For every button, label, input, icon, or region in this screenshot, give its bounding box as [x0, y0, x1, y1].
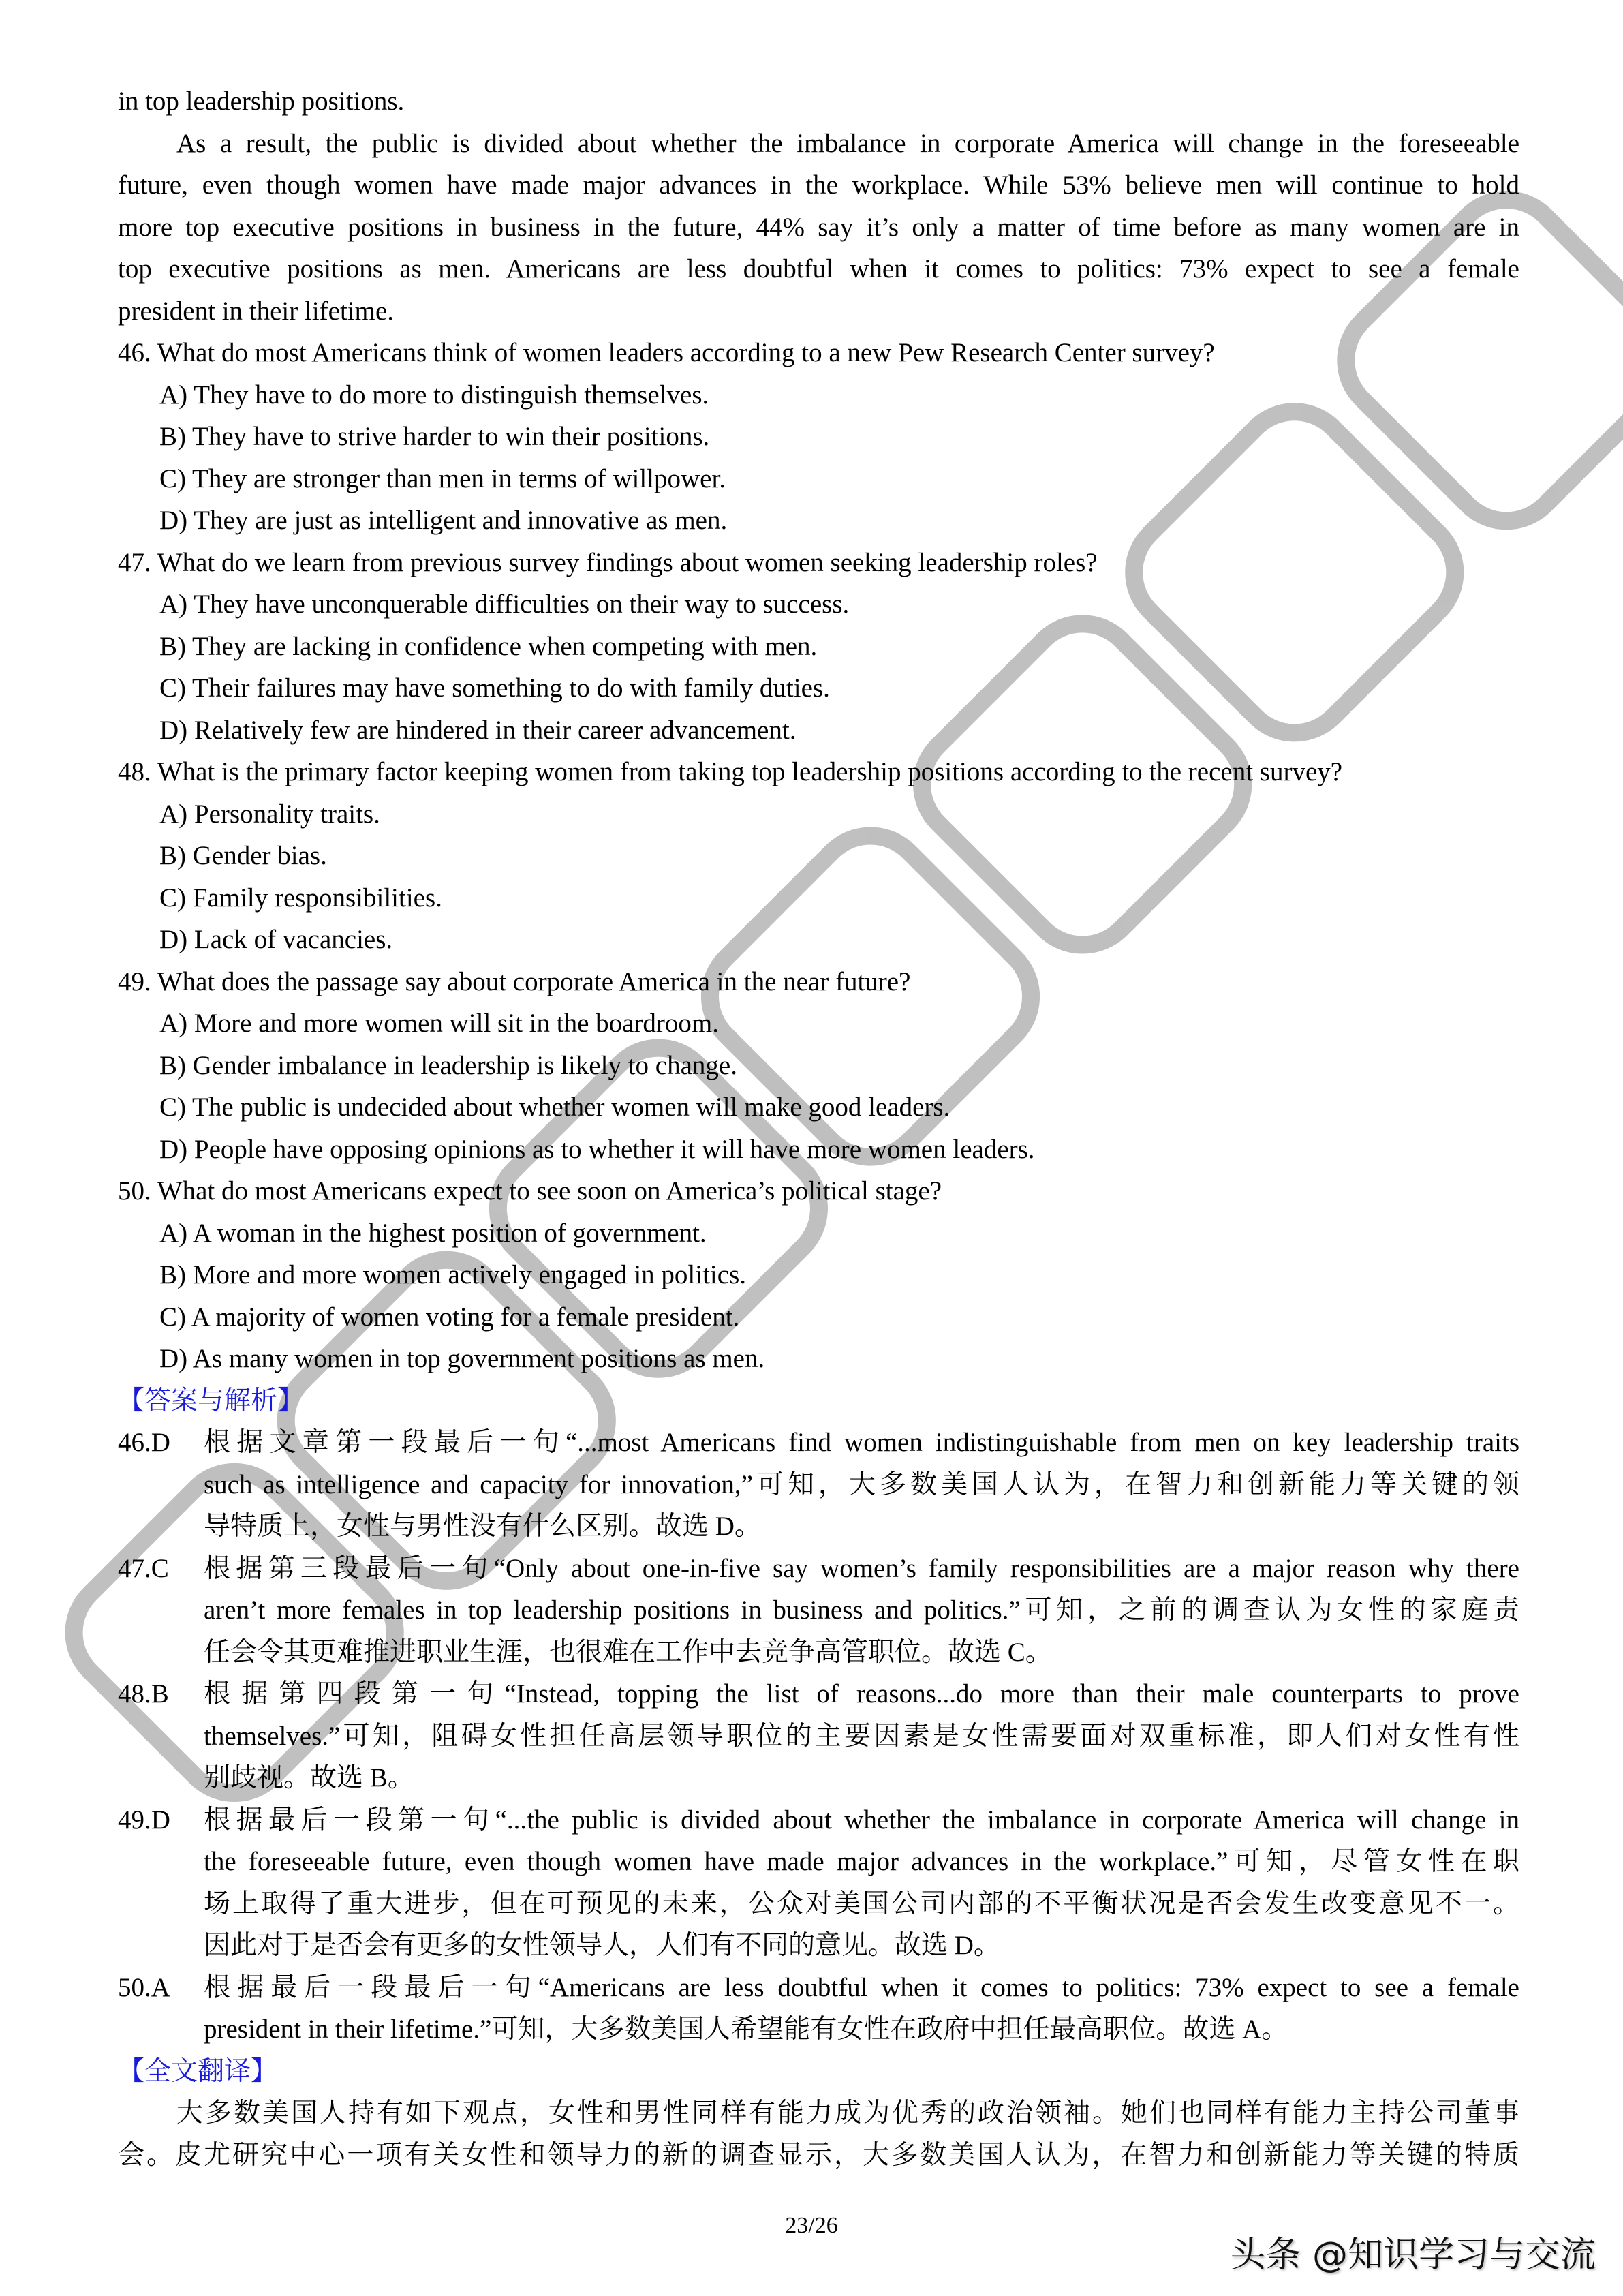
- answer-number: 50.A: [118, 1972, 170, 2002]
- text-line: [118, 626, 1519, 668]
- line-text: A) They have to do more to distinguish themselves.: [159, 380, 709, 410]
- line-text: more top executive positions in business in the future, 44% say it’s only a matter of time before as many women are in: [118, 212, 1519, 242]
- text-line: [118, 1799, 1519, 1841]
- text-line: [118, 1673, 1519, 1715]
- line-text: 【答案与解析】: [118, 1386, 305, 1415]
- text-line: [118, 80, 1519, 123]
- text-line: [118, 332, 1519, 374]
- line-text: C) The public is undecided about whether women will make good leaders.: [159, 1092, 950, 1122]
- line-text: D) Relatively few are hindered in their career advancement.: [159, 715, 797, 745]
- line-text: As a result, the public is divided about whether the imbalance in corporate America will change in the foreseeable: [176, 128, 1519, 158]
- line-text: B) More and more women actively engaged in politics.: [159, 1260, 747, 1289]
- text-line: [118, 919, 1519, 961]
- text-line: [118, 123, 1519, 165]
- line-text: A) A woman in the highest position of government.: [159, 1218, 707, 1248]
- text-line: [118, 290, 1519, 333]
- line-text: the foreseeable future, even though women have made major advances in the workplace.”可知，尽管女性在职: [204, 1847, 1519, 1876]
- line-text: C) A majority of women voting for a female president.: [159, 1302, 740, 1332]
- line-text: A) They have unconquerable difficulties on their way to success.: [159, 590, 850, 619]
- text-line: [118, 1254, 1519, 1296]
- line-text: 会。皮尤研究中心一项有关女性和领导力的新的调查显示，大多数美国人认为，在智力和创新能力等关键的特质: [118, 2140, 1519, 2170]
- answer-number: 46.D: [118, 1428, 170, 1457]
- text-line: [118, 1422, 1519, 1464]
- line-text: D) People have opposing opinions as to whether it will have more women leaders.: [159, 1134, 1035, 1164]
- line-text: A) Personality traits.: [159, 799, 380, 829]
- line-text: 【全文翻译】: [118, 2056, 278, 2086]
- line-text: top executive positions as men. Americans are less doubtful when it comes to politics: 73% expect to see a female: [118, 254, 1519, 284]
- line-text: 根据第四段第一句“Instead, topping the list of reasons...do more than their male counterparts to prove: [204, 1679, 1519, 1709]
- line-text: B) They have to strive harder to win their positions.: [159, 422, 710, 451]
- text-line: [118, 1715, 1519, 1758]
- text-line: [118, 1841, 1519, 1883]
- source-brand: 头条 @知识学习与交流: [1230, 2235, 1596, 2276]
- line-text: 50. What do most Americans expect to see soon on America’s political stage?: [118, 1176, 942, 1206]
- text-line: [118, 1757, 1519, 1799]
- text-line: [118, 1170, 1519, 1212]
- line-text: president in their lifetime.: [118, 296, 395, 326]
- text-line: [118, 1548, 1519, 1590]
- line-text: 根据最后一段第一句“...the public is divided about whether the imbalance in corporate America will change in: [204, 1805, 1519, 1835]
- answer-number: 47.C: [118, 1553, 169, 1583]
- line-text: D) As many women in top government positions as men.: [159, 1344, 765, 1373]
- text-line: [118, 961, 1519, 1003]
- text-line: [118, 1505, 1519, 1548]
- section-heading: [118, 1380, 1519, 1422]
- line-text: B) Gender bias.: [159, 841, 327, 870]
- text-line: [118, 1464, 1519, 1506]
- text-line: [118, 2008, 1519, 2051]
- line-text: 48. What is the primary factor keeping women from taking top leadership positions according to the recent survey?: [118, 757, 1343, 786]
- text-line: [118, 164, 1519, 206]
- text-line: [118, 1883, 1519, 1925]
- line-text: A) More and more women will sit in the boardroom.: [159, 1009, 719, 1038]
- line-text: such as intelligence and capacity for innovation,”可知，大多数美国人认为，在智力和创新能力等关键的领: [204, 1469, 1519, 1499]
- text-line: [118, 1589, 1519, 1632]
- line-text: themselves.”可知，阻碍女性担任高层领导职位的主要因素是女性需要面对双重标准，即人们对女性有性: [204, 1721, 1519, 1751]
- line-text: 47. What do we learn from previous survey findings about women seeking leadership roles?: [118, 547, 1098, 577]
- line-text: 导特质上，女性与男性没有什么区别。故选 D。: [204, 1512, 761, 1541]
- line-text: D) They are just as intelligent and innovative as men.: [159, 506, 728, 535]
- section-heading: [118, 2051, 1519, 2093]
- line-text: 46. What do most Americans think of women leaders according to a new Pew Research Center survey?: [118, 338, 1215, 367]
- line-text: B) They are lacking in confidence when competing with men.: [159, 631, 818, 661]
- line-text: in top leadership positions.: [118, 87, 405, 116]
- text-line: [118, 248, 1519, 290]
- text-line: [118, 1002, 1519, 1045]
- text-line: [118, 1967, 1519, 2009]
- text-line: [118, 500, 1519, 542]
- line-text: C) Their failures may have something to do with family duties.: [159, 673, 830, 703]
- text-line: [118, 374, 1519, 416]
- line-text: D) Lack of vacancies.: [159, 925, 393, 954]
- text-line: [118, 1045, 1519, 1087]
- line-text: aren’t more females in top leadership positions in business and politics.”可知，之前的调查认为女性的家庭责: [204, 1595, 1519, 1625]
- line-text: C) Family responsibilities.: [159, 883, 442, 913]
- text-line: [118, 1129, 1519, 1171]
- line-text: 因此对于是否会有更多的女性领导人，人们有不同的意见。故选 D。: [204, 1931, 1000, 1960]
- line-text: 别歧视。故选 B。: [204, 1763, 414, 1792]
- text-line: [118, 416, 1519, 458]
- line-text: C) They are stronger than men in terms of willpower.: [159, 463, 726, 493]
- line-text: 根据最后一段最后一句“Americans are less doubtful when it comes to politics: 73% expect to see a female: [204, 1972, 1519, 2002]
- text-line: [118, 1338, 1519, 1380]
- line-text: 场上取得了重大进步，但在可预见的未来，公众对美国公司内部的不平衡状况是否会发生改变意见不一。: [204, 1888, 1519, 1918]
- text-line: [118, 835, 1519, 877]
- line-text: B) Gender imbalance in leadership is likely to change.: [159, 1050, 737, 1080]
- text-line: [118, 2134, 1519, 2177]
- text-line: [118, 206, 1519, 249]
- text-line: [118, 667, 1519, 709]
- answer-number: 49.D: [118, 1805, 170, 1835]
- line-text: 49. What does the passage say about corporate America in the near future?: [118, 966, 911, 996]
- text-line: [118, 1296, 1519, 1338]
- text-line: [118, 542, 1519, 584]
- line-text: future, even though women have made major advances in the workplace. While 53% believe men will continue to hold: [118, 170, 1519, 200]
- text-line: [118, 1632, 1519, 1674]
- line-text: 根据文章第一段最后一句“...most Americans find women indistinguishable from men on key leadership traits: [204, 1428, 1519, 1457]
- text-line: [118, 793, 1519, 836]
- text-line: [118, 2092, 1519, 2134]
- text-line: [118, 458, 1519, 500]
- line-text: president in their lifetime.”可知，大多数美国人希望能有女性在政府中担任最高职位。故选 A。: [204, 2015, 1288, 2044]
- answer-number: 48.B: [118, 1679, 169, 1709]
- line-text: 大多数美国人持有如下观点，女性和男性同样有能力成为优秀的政治领袖。她们也同样有能力主持公司董事: [176, 2098, 1519, 2128]
- document-body: [118, 80, 1519, 2176]
- text-line: [118, 583, 1519, 626]
- text-line: [118, 751, 1519, 793]
- line-text: 任会令其更难推进职业生涯，也很难在工作中去竞争高管职位。故选 C。: [204, 1637, 1052, 1667]
- text-line: [118, 1925, 1519, 1967]
- line-text: 根据第三段最后一句“Only about one-in-five say women’s family responsibilities are a major reason why there: [204, 1553, 1519, 1583]
- page-number: 23/26: [785, 2213, 838, 2238]
- text-line: [118, 1212, 1519, 1255]
- text-line: [118, 709, 1519, 752]
- text-line: [118, 877, 1519, 919]
- text-line: [118, 1086, 1519, 1129]
